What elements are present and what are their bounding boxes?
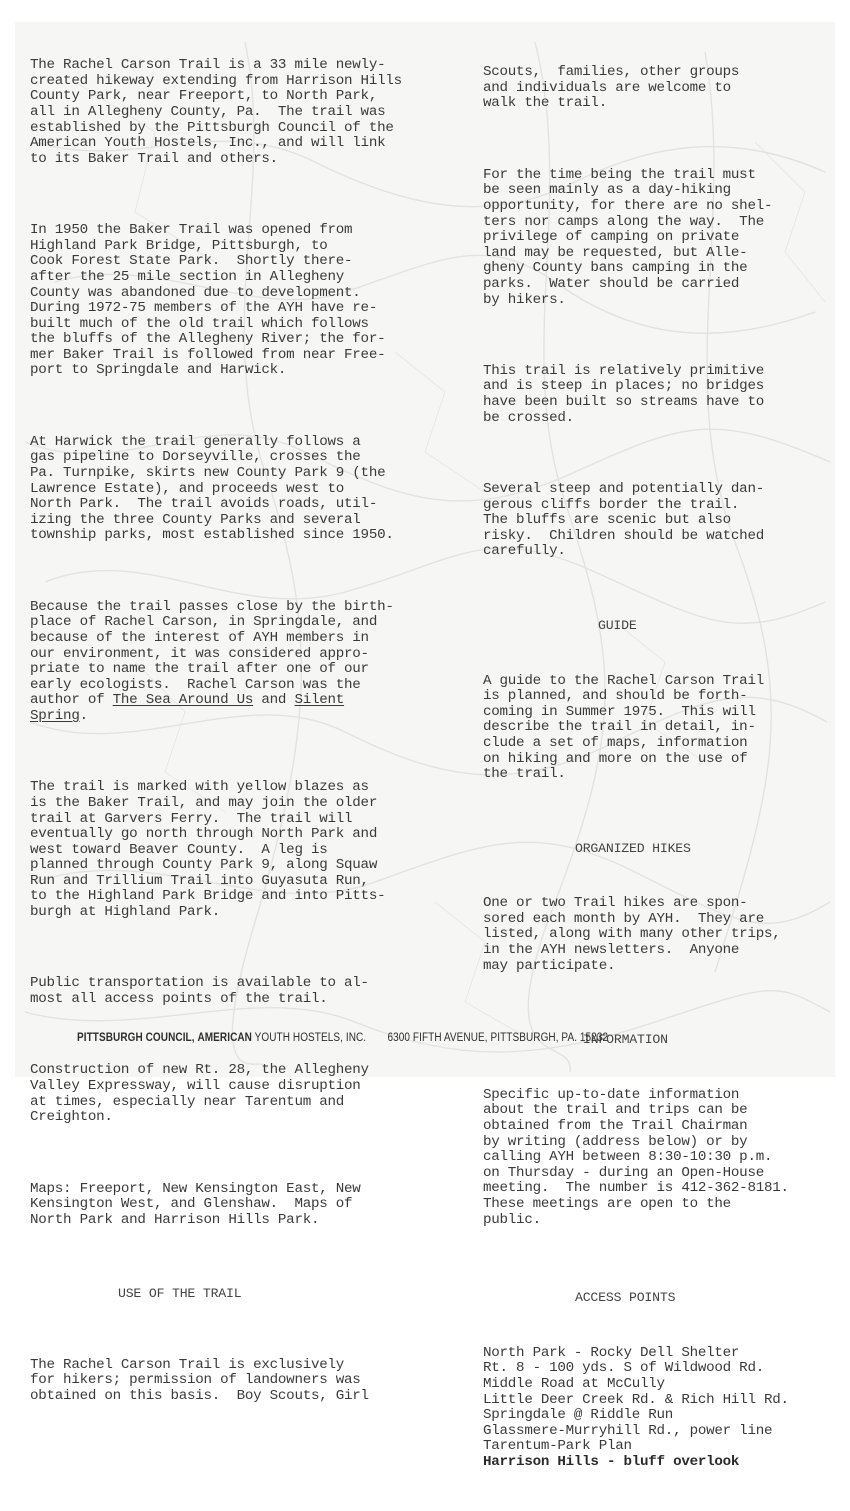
access-point-item: Little Deer Creek Rd. & Rich Hill Rd. [483,1391,789,1408]
text-line: early ecologists. Rachel Carson was the [30,676,361,693]
text-line: by writing (address below) or by [483,1133,748,1150]
footer-organization-address [77,1030,608,1044]
text-line: west toward Beaver County. A leg is [30,841,328,858]
section-heading-access-points: ACCESS POINTS [575,1289,676,1305]
text-line: Construction of new Rt. 28, the Allegheny [30,1062,369,1079]
intro-paragraph [30,58,450,167]
text-line: may participate. [483,957,616,974]
primitive-paragraph [483,364,828,426]
section-heading-organized-hikes: ORGANIZED HIKES [575,840,691,856]
text-line: carefully. [483,543,566,560]
footer-org-name-emphasis: AMERICAN [197,1030,252,1044]
blazes-paragraph [30,780,450,920]
text-line: During 1972-75 members of the AYH have re- [30,300,378,317]
use-paragraph [30,1358,450,1405]
text-fragment: author of [30,692,113,709]
text-line: place of Rachel Carson, in Springdale, and [30,614,378,631]
text-line: and is steep in places; no bridges [483,378,764,395]
text-line: have been built so streams have to [483,394,764,411]
text-line: County was abandoned due to development. [30,284,361,301]
text-line: established by the Pittsburgh Council of the [30,119,394,136]
text-line: for hikers; permission of landowners was [30,1372,361,1389]
text-line: calling AYH between 8:30-10:30 p.m. [483,1149,773,1166]
text-line: County Park, near Freeport, to North Park, [30,88,378,105]
access-point-item: Tarentum-Park Plan [483,1438,632,1455]
text-line: Kensington West, and Glenshaw. Maps of [30,1196,353,1213]
text-line: built much of the old trail which follows [30,315,369,332]
text-line: describe the trail in detail, in- [483,719,756,736]
text-line: township parks, most established since 1950. [30,527,394,544]
text-line: burgh at Highland Park. [30,904,221,921]
text-line: be seen mainly as a day-hiking [483,182,731,199]
text-line: mer Baker Trail is followed from near Free- [30,346,386,363]
text-line: Cook Forest State Park. Shortly there- [30,253,353,270]
footer-org-name-rest: YOUTH HOSTELS, INC. [251,1030,367,1044]
text-line: Public transportation is available to al- [30,975,369,992]
right-column [483,34,828,1511]
text-line: Creighton. [30,1109,113,1126]
information-paragraph [483,1088,828,1228]
text-line: Run and Trillium Trail into Guyasuta Run, [30,872,369,889]
access-point-item: Glassmere-Murryhill Rd., power line [483,1422,773,1439]
text-line: eventually go north through North Park and [30,826,378,843]
transport-paragraph [30,976,450,1007]
text-line: Because the trail passes close by the birth- [30,598,394,615]
text-line: A guide to the Rachel Carson Trail [483,672,764,689]
text-line: For the time being the trail must [483,166,756,183]
text-line [30,709,450,725]
text-line: walk the trail. [483,95,607,112]
construction-paragraph [30,1063,450,1125]
day-hiking-paragraph [483,168,828,308]
text-line: about the trail and trips can be [483,1102,748,1119]
text-line: and individuals are welcome to [483,79,731,96]
section-heading-use-of-trail: USE OF THE TRAIL [118,1286,242,1302]
text-line: public. [483,1211,541,1228]
text-line: is the Baker Trail, and may join the older [30,794,378,811]
text-line: This trail is relatively primitive [483,362,764,379]
text-line: Lawrence Estate), and proceeds west to [30,480,345,497]
welcome-paragraph [483,65,828,112]
text-line: most all access points of the trail. [30,991,328,1008]
guide-paragraph [483,674,828,783]
text-line: Pa. Turnpike, skirts new County Park 9 (the [30,465,386,482]
text-line: gas pipeline to Dorseyville, crosses the [30,449,361,466]
text-fragment: . [79,707,88,724]
history-paragraph [30,223,450,379]
access-point-item: North Park - Rocky Dell Shelter [483,1344,740,1361]
text-line: Several steep and potentially dan- [483,481,764,498]
text-line [30,693,450,709]
text-line: the bluffs of the Allegheny River; the for- [30,331,386,348]
text-line: gerous cliffs border the trail. [483,496,740,513]
text-line: the trail. [483,766,566,783]
text-fragment: and [253,692,295,709]
text-line: listed, along with many other trips, [483,926,781,943]
access-point-item: Rt. 8 - 100 yds. S of Wildwood Rd. [483,1360,764,1377]
text-line: priate to name the trail after one of our [30,661,369,678]
organized-hikes-paragraph [483,896,828,974]
text-line: port to Springdale and Harwick. [30,362,287,379]
text-line: coming in Summer 1975. This will [483,703,756,720]
route-paragraph [30,435,450,544]
book-title-silent-spring-part1: Silent [294,692,345,709]
text-line: by hikers. [483,291,566,308]
text-line: opportunity, for there are no shel- [483,197,773,214]
text-line: parks. Water should be carried [483,275,740,292]
text-line: on Thursday - during an Open-House [483,1164,764,1181]
text-line: Specific up-to-date information [483,1086,740,1103]
text-line: because of the interest of AYH members in [30,629,369,646]
text-line: our environment, it was considered appro- [30,645,369,662]
text-line: American Youth Hostels, Inc., and will link [30,135,386,152]
text-line: Valley Expressway, will cause disruption [30,1078,361,1094]
text-line: Maps: Freeport, New Kensington East, New [30,1180,361,1197]
text-line: The Rachel Carson Trail is a 33 mile newly- [30,57,386,74]
text-line: obtained from the Trail Chairman [483,1118,748,1134]
text-line: created hikeway extending from Harrison Hills [30,72,402,89]
text-line: North Park and Harrison Hills Park. [30,1211,320,1228]
access-point-item: Middle Road at McCully [483,1375,665,1392]
text-line: The bluffs are scenic but also [483,512,731,529]
text-line: At Harwick the trail generally follows a [30,433,361,450]
text-line: clude a set of maps, information [483,734,748,751]
text-line: North Park. The trail avoids roads, util- [30,496,378,513]
text-line: is planned, and should be forth- [483,688,748,705]
text-line: after the 25 mile section in Allegheny [30,268,345,285]
text-line: land may be requested, but Alle- [483,244,748,261]
text-line: Scouts, families, other groups [483,64,740,81]
access-point-item-highlighted: Harrison Hills - bluff overlook [483,1453,740,1470]
text-line: on hiking and more on the use of [483,750,748,767]
footer-org-name: PITTSBURGH COUNCIL, [77,1030,198,1044]
section-heading-guide: GUIDE [598,617,637,633]
left-column [30,27,450,1444]
text-line: at times, especially near Tarentum and [30,1093,345,1110]
text-line: These meetings are open to the [483,1195,731,1212]
book-title-sea-around-us: The Sea Around Us [112,692,254,709]
cliffs-paragraph [483,482,828,560]
text-line: izing the three County Parks and several [30,511,361,528]
text-line: all in Allegheny County, Pa. The trail was [30,103,386,120]
text-line: in the AYH newsletters. Anyone [483,942,740,959]
text-line: In 1950 the Baker Trail was opened from [30,222,353,239]
text-line: risky. Children should be watched [483,527,764,544]
text-line: One or two Trail hikes are spon- [483,895,748,912]
text-line: ters nor camps along the way. The [483,213,764,230]
text-line: be crossed. [483,409,574,426]
book-title-silent-spring-part2: Spring [30,707,80,724]
section-heading-information: INFORMATION [583,1032,668,1048]
maps-paragraph [30,1182,450,1229]
document-page [15,22,835,1470]
text-line: to the Highland Park Bridge and into Pitts- [30,888,386,905]
text-line: gheny County bans camping in the [483,260,748,277]
text-line: meeting. The number is 412-362-8181. [483,1180,789,1197]
text-line: The Rachel Carson Trail is exclusively [30,1356,345,1373]
naming-paragraph [30,600,450,725]
text-line: The trail is marked with yellow blazes as [30,779,369,796]
footer-address: 6300 FIFTH AVENUE, PITTSBURGH, PA. 15232 [387,1030,609,1044]
text-line: obtained on this basis. Boy Scouts, Girl [30,1387,369,1404]
access-point-item: Springdale @ Riddle Run [483,1407,674,1424]
text-line: to its Baker Trail and others. [30,150,278,167]
text-line: sored each month by AYH. They are [483,910,764,927]
text-line: planned through County Park 9, along Squaw [30,857,378,874]
text-line: privilege of camping on private [483,229,740,246]
access-points-list [483,1346,828,1471]
text-line: Highland Park Bridge, Pittsburgh, to [30,237,328,254]
text-line: trail at Garvers Ferry. The trail will [30,810,353,827]
